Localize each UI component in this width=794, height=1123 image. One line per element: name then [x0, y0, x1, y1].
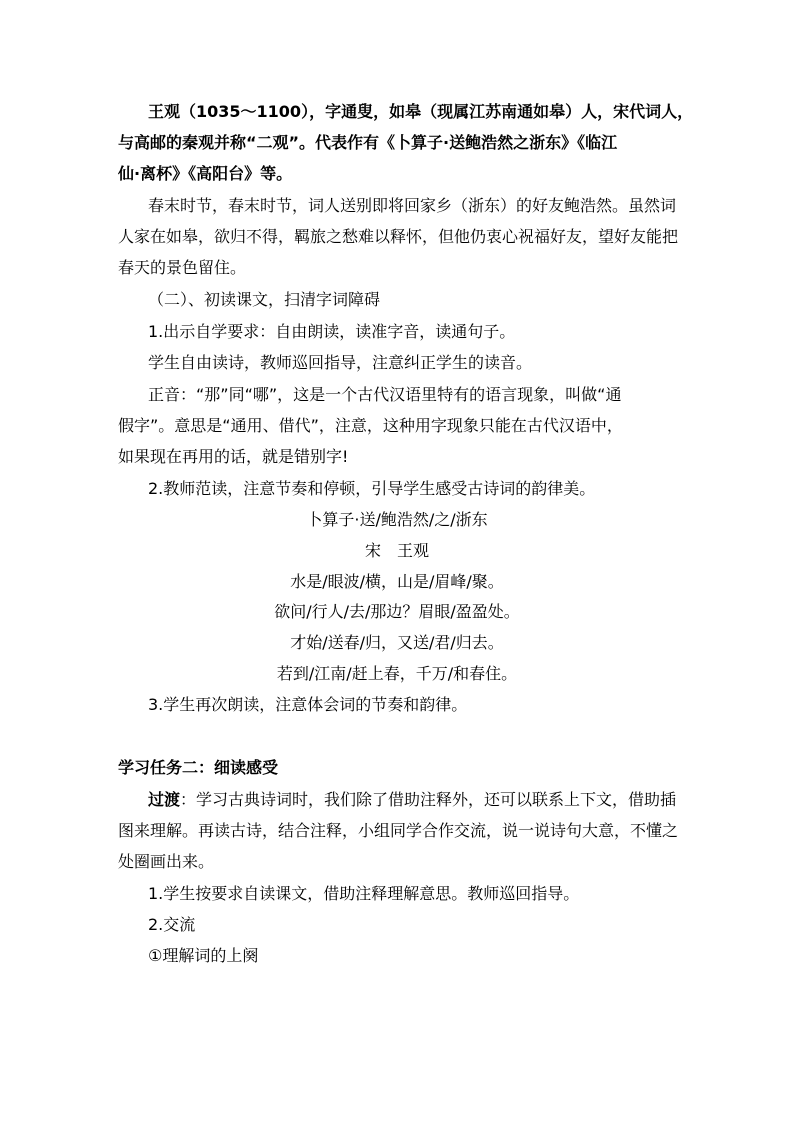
section2-heading: （二）、初读课文，扫清字词障碍: [148, 290, 381, 309]
poem-line-4: 若到/江南/赶上春，千万/和春住。: [276, 664, 518, 683]
poem-line-1: 水是/眼波/横，山是/眉峰/聚。: [290, 572, 504, 591]
poem-line-2: 欲问/行人/去/那边？眉眼/盈盈处。: [274, 602, 520, 621]
task2-step3-text: ①理解词的上阕: [148, 946, 259, 965]
pronunciation-line-3: 如果现在再用的话，就是错别字!: [118, 447, 349, 466]
poem-title: 卜算子·送/鲍浩然/之/浙东: [306, 510, 488, 529]
pronunciation-line-1: 正音：“那”同“哪”，这是一个古代汉语里特有的语言现象，叫做“通: [148, 385, 622, 404]
task2-step1-text: 1.学生按要求自读课文，借助注释理解意思。教师巡回指导。: [148, 884, 580, 903]
background-line-3: 春天的景色留住。: [118, 258, 247, 277]
pronunciation-line-2: 假字”。意思是“通用、借代”，注意，这种用字现象只能在古代汉语中，: [118, 416, 623, 435]
task2-step2-text: 2.交流: [148, 915, 196, 934]
author-intro-line-1: 王观（1035～1100），字通叟，如皋（现属江苏南通如皋）人，宋代词人，: [148, 102, 694, 121]
background-line-1: 春末时节，春末时节，词人送别即将回家乡（浙东）的好友鲍浩然。虽然词: [148, 196, 677, 215]
transition-label: 过渡: [148, 790, 181, 809]
author-intro-line-2: 与高邮的秦观并称“二观”。代表作有《卜算子·送鲍浩然之浙东》《临江: [118, 133, 618, 152]
transition-line-2: 图来理解。再读古诗，结合注释，小组同学合作交流，说一说诗句大意，不懂之: [118, 821, 679, 840]
transition-line-3: 处圈画出来。: [118, 852, 215, 871]
step3-text: 3.学生再次朗读，注意体会词的节奏和韵律。: [148, 695, 468, 714]
background-line-2: 人家在如皋，欲归不得，羁旅之愁难以释怀，但他仍衷心祝福好友，望好友能把: [118, 227, 679, 246]
poem-author: 宋 王观: [364, 541, 429, 560]
step1-text: 1.出示自学要求：自由朗读，读准字音，读通句子。: [148, 322, 516, 341]
transition-text: ：学习古典诗词时，我们除了借助注释外，还可以联系上下文，借助插: [180, 790, 677, 809]
step2-text: 2.教师范读，注意节奏和停顿，引导学生感受古诗词的韵律美。: [148, 479, 596, 498]
step1-detail-text: 学生自由读诗，教师巡回指导，注意纠正学生的读音。: [148, 353, 533, 372]
poem-line-3: 才始/送春/归，又送/君/归去。: [290, 633, 504, 652]
transition-line-1: [148, 790, 794, 810]
task2-heading: 学习任务二：细读感受: [118, 758, 279, 777]
author-intro-line-3: 仙·离杯》《高阳台》等。: [118, 164, 293, 183]
